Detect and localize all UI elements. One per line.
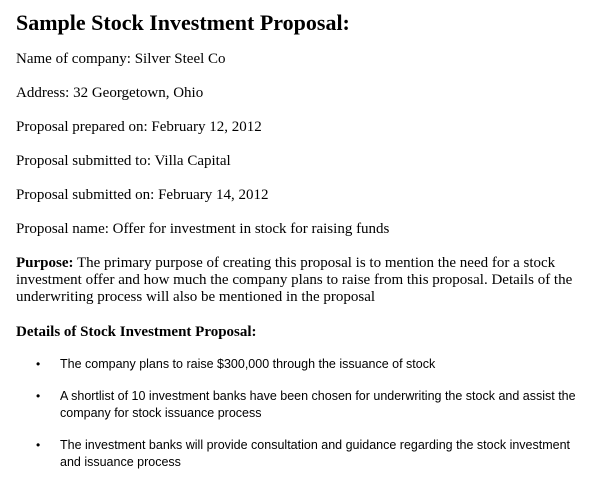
- details-heading: Details of Stock Investment Proposal:: [16, 324, 257, 340]
- purpose-paragraph: [16, 255, 586, 306]
- company-name-field: Name of company: Silver Steel Co: [16, 51, 226, 67]
- list-item-text: The company plans to raise $300,000 through the issuance of stock: [60, 357, 436, 371]
- submitted-to-field: Proposal submitted to: Villa Capital: [16, 153, 231, 169]
- document-title: Sample Stock Investment Proposal:: [16, 10, 350, 35]
- bullet-icon: •: [36, 438, 41, 452]
- prepared-on-field: Proposal prepared on: February 12, 2012: [16, 119, 262, 135]
- purpose-text: The primary purpose of creating this proposal is to mention the need for a stock investment offer and how much the company plans to raise from this proposal. Details of the underwriting process will also be mentioned in the proposal: [16, 255, 573, 305]
- purpose-label: Purpose:: [16, 255, 74, 271]
- list-item: [16, 437, 586, 471]
- list-item-text: A shortlist of 10 investment banks have been chosen for underwriting the stock and assist the company for stock issuance process: [60, 389, 576, 420]
- details-list: [16, 356, 586, 471]
- bullet-icon: •: [36, 389, 41, 403]
- address-field: Address: 32 Georgetown, Ohio: [16, 85, 204, 101]
- bullet-icon: •: [36, 357, 41, 371]
- list-item: [16, 356, 586, 373]
- list-item: [16, 388, 586, 422]
- proposal-name-field: Proposal name: Offer for investment in stock for raising funds: [16, 221, 390, 237]
- list-item-text: The investment banks will provide consultation and guidance regarding the stock investment and issuance process: [60, 438, 571, 469]
- submitted-on-field: Proposal submitted on: February 14, 2012: [16, 187, 269, 203]
